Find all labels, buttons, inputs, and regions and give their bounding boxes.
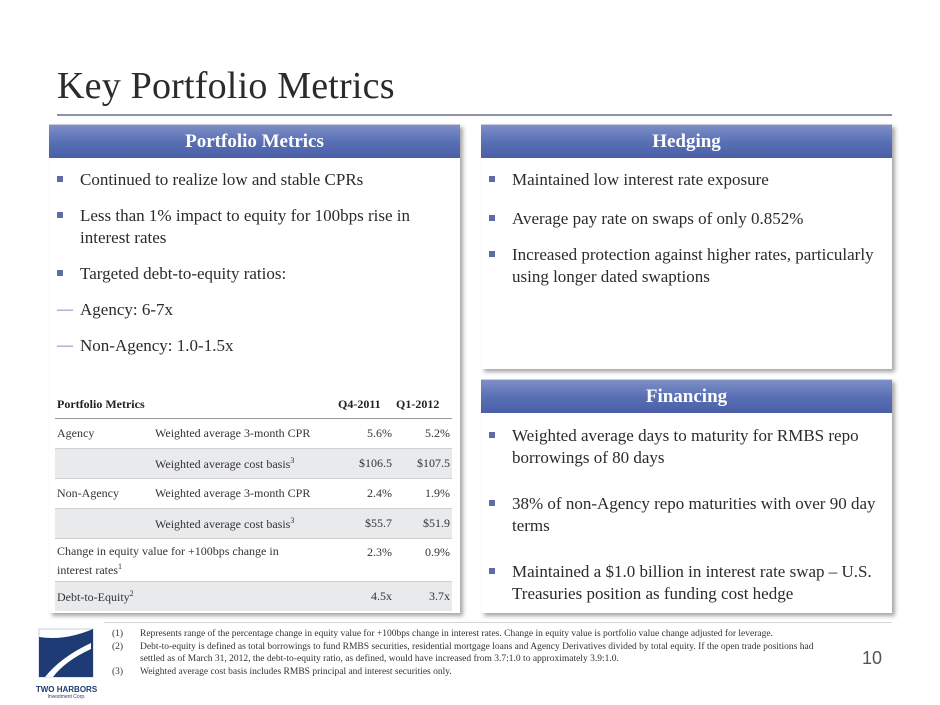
hedging-bullet: Maintained low interest rate exposure	[489, 169, 884, 191]
portfolio-bullet: Continued to realize low and stable CPRs	[57, 169, 452, 191]
footnote: (2) Debt-to-equity is defined as total borrowings to fund RMBS securities, residential mortgage loans and Agency Derivatives divided by total equity. If the open trade positions had settled as of March 31, 2012, the debt-to-equity ratio, as defined, would have increased from 3.7:1.0 to approximately 3.9:1.0.	[112, 641, 814, 664]
page-title: Key Portfolio Metrics	[57, 65, 395, 107]
table-row: Change in equity value for +100bps change in interest rates$^1$ 2.3% 0.9%	[55, 539, 452, 582]
portfolio-bullet-list	[57, 169, 452, 357]
table-row: Weighted average cost basis$^3$ $55.7 $51.9	[55, 509, 452, 539]
financing-bullet: Maintained a $1.0 billion in interest rate swap – U.S. Treasuries position as funding cost hedge	[489, 561, 884, 605]
footer-divider	[104, 622, 892, 623]
square-bullet-icon	[489, 500, 495, 506]
table-header-row	[55, 390, 452, 419]
hedging-bullet: Increased protection against higher rates, particularly using longer dated swaptions	[489, 244, 884, 288]
table-row: Debt-to-Equity$^2$ 4.5x 3.7x	[55, 582, 452, 612]
portfolio-bullet: Less than 1% impact to equity for 100bps rise in interest rates	[57, 205, 452, 249]
hedging-header: Hedging	[481, 125, 892, 158]
square-bullet-icon	[489, 251, 495, 257]
table-row: Non-Agency Weighted average 3-month CPR 2.4% 1.9%	[55, 479, 452, 509]
table-row: Weighted average cost basis$^3$ $106.5 $107.5	[55, 449, 452, 479]
table-row: Agency Weighted average 3-month CPR 5.6% 5.2%	[55, 419, 452, 449]
footnotes	[112, 628, 872, 678]
logo-subtitle: Investment Corp.	[47, 694, 86, 700]
financing-header: Financing	[481, 380, 892, 413]
footnote: (1) Represents range of the percentage change in equity value for +100bps change in interest rates. Change in equity value is portfolio value change adjusted for leverage.	[112, 629, 773, 639]
company-logo	[35, 627, 98, 700]
table-header-q4-2011: Q4-2011	[336, 390, 394, 419]
two-harbors-logo-icon	[35, 627, 98, 679]
title-divider	[57, 114, 892, 116]
hedging-bullet: Average pay rate on swaps of only 0.852%	[489, 208, 884, 230]
square-bullet-icon	[489, 176, 495, 182]
portfolio-sub-bullet: — Agency: 6-7x	[57, 300, 174, 319]
portfolio-metrics-header: Portfolio Metrics	[49, 125, 460, 158]
portfolio-metrics-table	[55, 390, 452, 611]
hedging-bullet-list	[489, 169, 884, 288]
portfolio-metrics-panel	[49, 124, 460, 613]
portfolio-sub-bullet: — Non-Agency: 1.0-1.5x	[57, 336, 234, 355]
financing-bullet-list	[489, 425, 884, 605]
financing-bullet: 38% of non-Agency repo maturities with over 90 day terms	[489, 493, 884, 537]
square-bullet-icon	[489, 215, 495, 221]
financing-panel	[481, 379, 892, 613]
footnote: (3) Weighted average cost basis includes RMBS principal and interest securities only.	[112, 666, 452, 677]
dash-bullet-icon: —	[57, 337, 73, 354]
portfolio-bullet: Targeted debt-to-equity ratios:	[57, 263, 452, 285]
logo-wordmark: TWO HARBORS	[35, 685, 98, 694]
page-number: 10	[862, 648, 883, 668]
table-header-q1-2012: Q1-2012	[394, 390, 452, 419]
square-bullet-icon	[489, 432, 495, 438]
square-bullet-icon	[57, 212, 63, 218]
dash-bullet-icon: —	[57, 301, 73, 318]
table-header-metrics: Portfolio Metrics	[55, 390, 336, 419]
square-bullet-icon	[57, 270, 63, 276]
square-bullet-icon	[489, 568, 495, 574]
financing-bullet: Weighted average days to maturity for RMBS repo borrowings of 80 days	[489, 425, 884, 469]
square-bullet-icon	[57, 176, 63, 182]
hedging-panel	[481, 124, 892, 369]
